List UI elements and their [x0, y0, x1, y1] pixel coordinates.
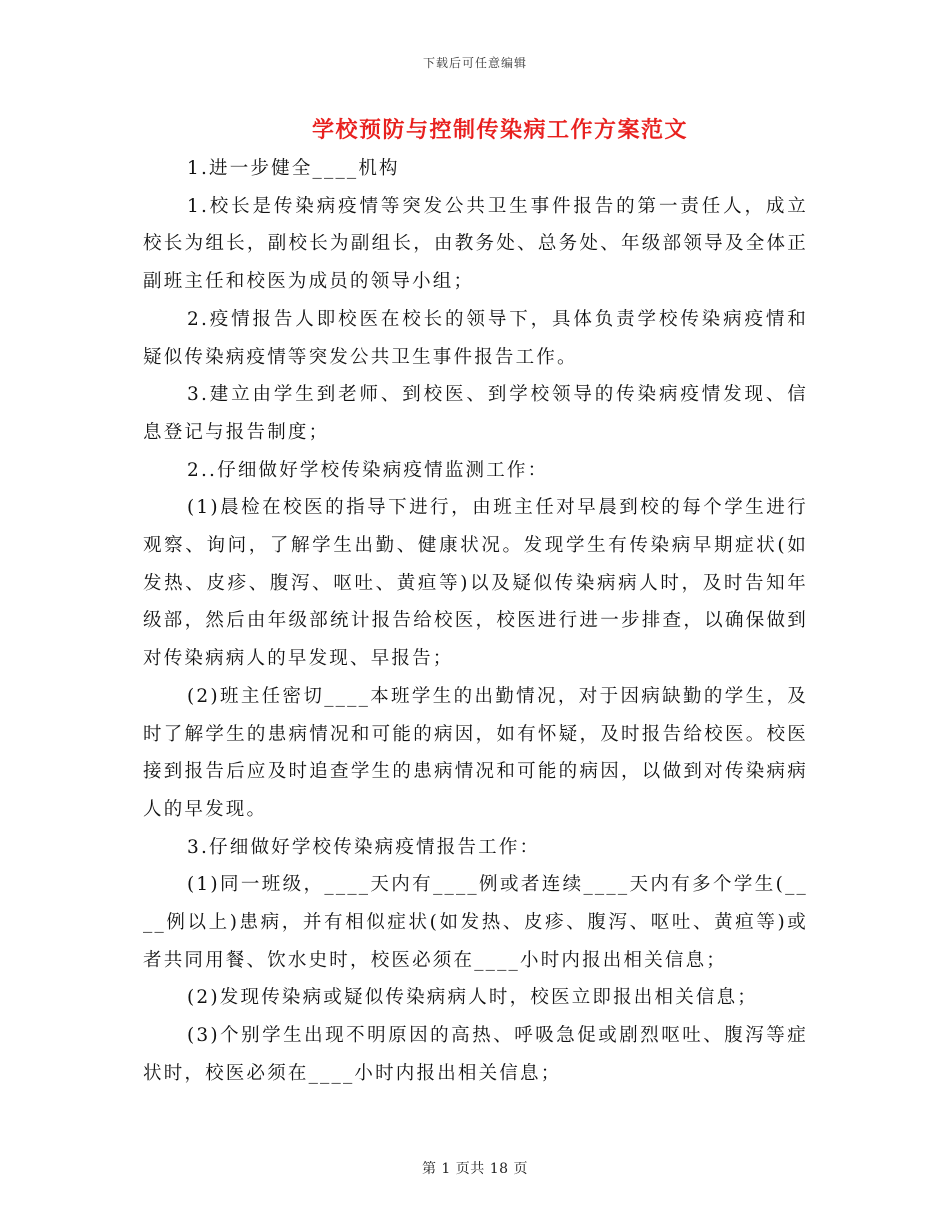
page-footer: 第 1 页共 18 页: [421, 1161, 529, 1177]
paragraph-5: 2..仔细做好学校传染病疫情监测工作：: [187, 459, 549, 481]
paragraph-11: (3)个别学生出现不明原因的高热、呼吸急促或剧烈呕吐、腹泻等症状时，校医必须在____小时内报出相关信息；: [143, 1025, 808, 1084]
paragraph-9: (1)同一班级，____天内有____例或者连续____天内有多个学生(____例以上)患病，并有相似症状(如发热、皮疹、腹泻、呕吐、黄疸等)或者共同用餐、饮水史时，校医必须在____小时内报出相关信息；: [143, 874, 808, 971]
paragraph-7: (2)班主任密切____本班学生的出勤情况，对于因病缺勤的学生，及时了解学生的患病情况和可能的病因，如有怀疑，及时报告给校医。校医接到报告后应及时追查学生的患病情况和可能的病因，以做到对传染病病人的早发现。: [143, 685, 808, 820]
paragraph-4: 3.建立由学生到老师、到校医、到学校领导的传染病疫情发现、信息登记与报告制度；: [143, 384, 808, 443]
paragraph-8: 3.仔细做好学校传染病疫情报告工作：: [187, 836, 541, 858]
paragraph-10: (2)发现传染病或疑似传染病病人时，校医立即报出相关信息；: [187, 987, 759, 1009]
paragraph-3: 2.疫情报告人即校医在校长的领导下，具体负责学校传染病疫情和疑似传染病疫情等突发公共卫生事件报告工作。: [143, 308, 808, 368]
paragraph-6: (1)晨检在校医的指导下进行，由班主任对早晨到校的每个学生进行观察、询问，了解学生出勤、健康状况。发现学生有传染病早期症状(如发热、皮疹、腹泻、呕吐、黄疸等)以及疑似传染病病人时，及时告知年级部，然后由年级部统计报告给校医，校医进行进一步排查，以确保做到对传染病病人的早发现、早报告；: [143, 497, 808, 670]
document-body: [143, 150, 808, 1093]
paragraph-2: 1.校长是传染病疫情等突发公共卫生事件报告的第一责任人，成立校长为组长，副校长为副组长，由教务处、总务处、年级部领导及全体正副班主任和校医为成员的领导小组；: [143, 195, 808, 293]
header-note: 下载后可任意编辑: [422, 56, 527, 70]
document-title: 学校预防与控制传染病工作方案范文: [311, 117, 688, 143]
paragraph-1: 1.进一步健全____机构: [187, 158, 400, 179]
